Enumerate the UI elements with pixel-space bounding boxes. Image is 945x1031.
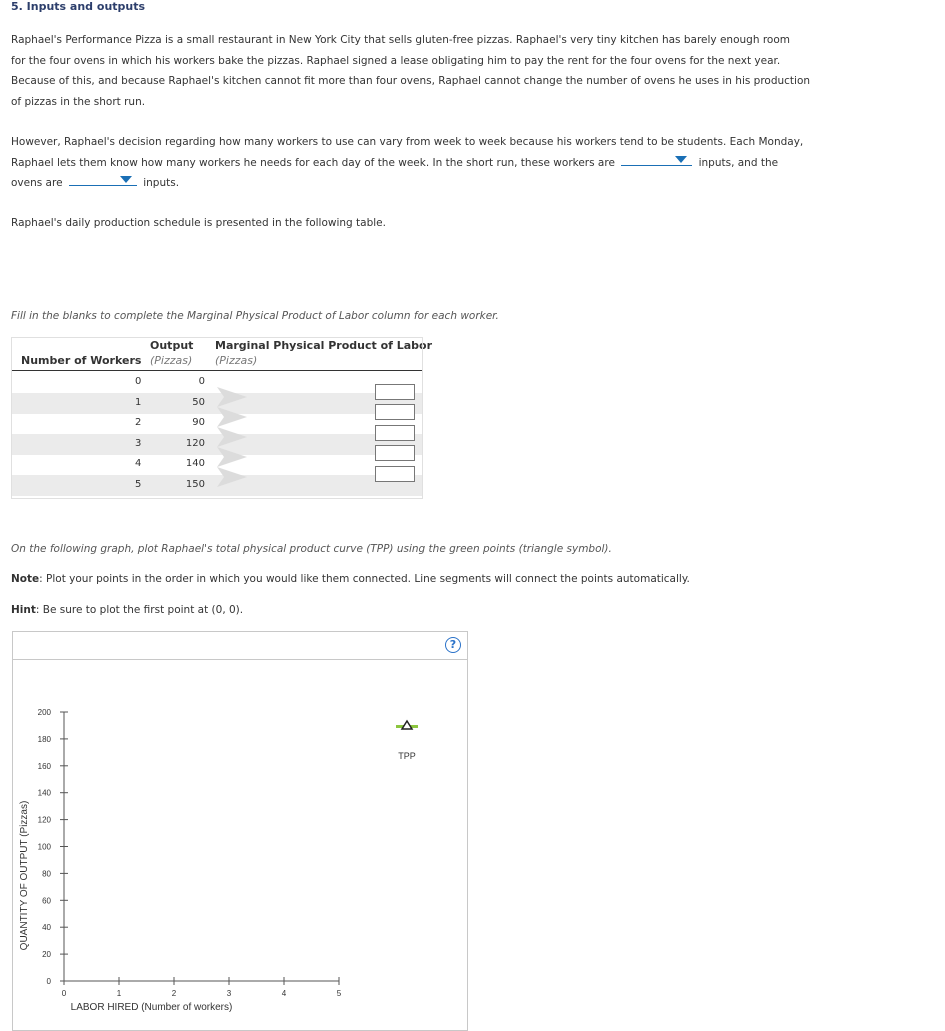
- mppl-input-worker-1[interactable]: [375, 384, 415, 400]
- graph-panel: [12, 631, 468, 1031]
- mppl-input-worker-2[interactable]: [375, 404, 415, 420]
- intro-line: of pizzas in the short run.: [11, 95, 146, 108]
- x-tick-label: 3: [226, 989, 232, 998]
- col-mppl-header: Marginal Physical Product of Labor: [215, 339, 433, 352]
- y-tick-label: 140: [37, 788, 51, 798]
- col-mppl-subheader: (Pizzas): [215, 354, 258, 367]
- graph-instruction: On the following graph, plot Raphael's total physical product curve (TPP) using the green points (triangle symbol).: [11, 543, 612, 555]
- y-tick-label: 60: [42, 896, 51, 906]
- intro-line: Because of this, and because Raphael's kitchen cannot fit more than four ovens, Raphael cannot change the number of ovens he uses in his production: [11, 75, 811, 87]
- output-cell: 50: [192, 397, 205, 408]
- intro-paragraph: [11, 30, 810, 112]
- y-tick-label: 20: [42, 950, 51, 960]
- chevron-right-icon: [217, 447, 247, 467]
- chevron-right-icon: [217, 467, 247, 487]
- col-workers-header: Number of Workers: [21, 354, 142, 367]
- help-icon[interactable]: ?: [445, 637, 461, 653]
- schedule-intro: Raphael's daily production schedule is presented in the following table.: [11, 217, 386, 229]
- ovens-input-type-dropdown[interactable]: [69, 173, 137, 186]
- intro-line: for the four ovens in which his workers bake the pizzas. Raphael signed a lease obligating him to pay the rent for the four ovens for the next year.: [11, 54, 781, 67]
- mppl-input-worker-5[interactable]: [375, 466, 415, 482]
- chevron-right-icon: [217, 387, 247, 407]
- short-run-line: Raphael lets them know how many workers he needs for each day of the week. In the short run, these workers are inputs, and the: [11, 153, 803, 174]
- y-axis-label: QUANTITY OF OUTPUT (Pizzas): [19, 800, 30, 951]
- short-run-line: ovens are inputs.: [11, 173, 803, 194]
- table-instruction: Fill in the blanks to complete the Marginal Physical Product of Labor column for each worker.: [11, 310, 499, 322]
- table-header: [11, 337, 433, 371]
- graph-toolbar: [13, 632, 467, 660]
- y-tick-label: 180: [37, 734, 51, 744]
- workers-cell: 5: [135, 479, 142, 490]
- question-title: 5. Inputs and outputs: [11, 0, 146, 13]
- col-output-subheader: (Pizzas): [150, 354, 193, 367]
- y-tick-label: 120: [37, 815, 51, 825]
- workers-cell: 2: [135, 417, 142, 428]
- note-text: Note: Plot your points in the order in which you would like them connected. Line segments will connect the points automatically.: [11, 573, 690, 585]
- y-tick-label: 160: [37, 761, 51, 771]
- output-cell: 150: [185, 479, 205, 490]
- output-cell: 140: [185, 458, 205, 469]
- chevron-right-icon: [217, 427, 247, 447]
- workers-cell: 1: [135, 397, 142, 408]
- x-tick-label: 2: [171, 989, 177, 998]
- x-tick-label: 4: [281, 989, 287, 998]
- workers-cell: 3: [135, 438, 142, 449]
- hint-text: Hint: Be sure to plot the first point at (0, 0).: [11, 604, 244, 616]
- mppl-input-worker-4[interactable]: [375, 445, 415, 461]
- x-tick-label: 5: [336, 989, 342, 998]
- chevron-down-icon: [120, 176, 132, 183]
- output-cell: 120: [185, 438, 205, 449]
- chevron-right-icon: [217, 407, 247, 427]
- x-tick-label: 0: [61, 989, 67, 998]
- intro-line: Raphael's Performance Pizza is a small restaurant in New York City that sells gluten-free pizzas. Raphael's very tiny kitchen has barely enough room: [11, 34, 790, 46]
- output-cell: 0: [198, 376, 205, 387]
- short-run-paragraph: [11, 132, 803, 194]
- short-run-line: However, Raphael's decision regarding how many workers to use can vary from week to week because his workers tend to be students. Each Monday,: [11, 136, 804, 148]
- workers-cell: 4: [135, 458, 142, 469]
- y-tick-label: 40: [42, 923, 51, 933]
- x-tick-label: 1: [116, 989, 122, 998]
- tpp-legend-label: TPP: [398, 751, 416, 761]
- mppl-input-worker-3[interactable]: [375, 425, 415, 441]
- row-connector-chevrons: [217, 387, 251, 487]
- workers-cell: 0: [135, 376, 142, 387]
- y-tick-label: 80: [42, 869, 51, 879]
- chevron-down-icon: [675, 156, 687, 163]
- y-tick-label: 0: [46, 977, 51, 986]
- tpp-legend-tool[interactable]: [396, 721, 418, 761]
- col-output-header: Output: [150, 339, 194, 352]
- workers-input-type-dropdown[interactable]: [621, 153, 692, 166]
- output-cell: 90: [192, 417, 205, 428]
- y-tick-label: 200: [37, 708, 51, 717]
- production-table: [11, 337, 433, 499]
- tpp-chart[interactable]: [13, 660, 467, 1031]
- y-tick-label: 100: [37, 842, 51, 852]
- x-axis-label: LABOR HIRED (Number of workers): [70, 1002, 233, 1013]
